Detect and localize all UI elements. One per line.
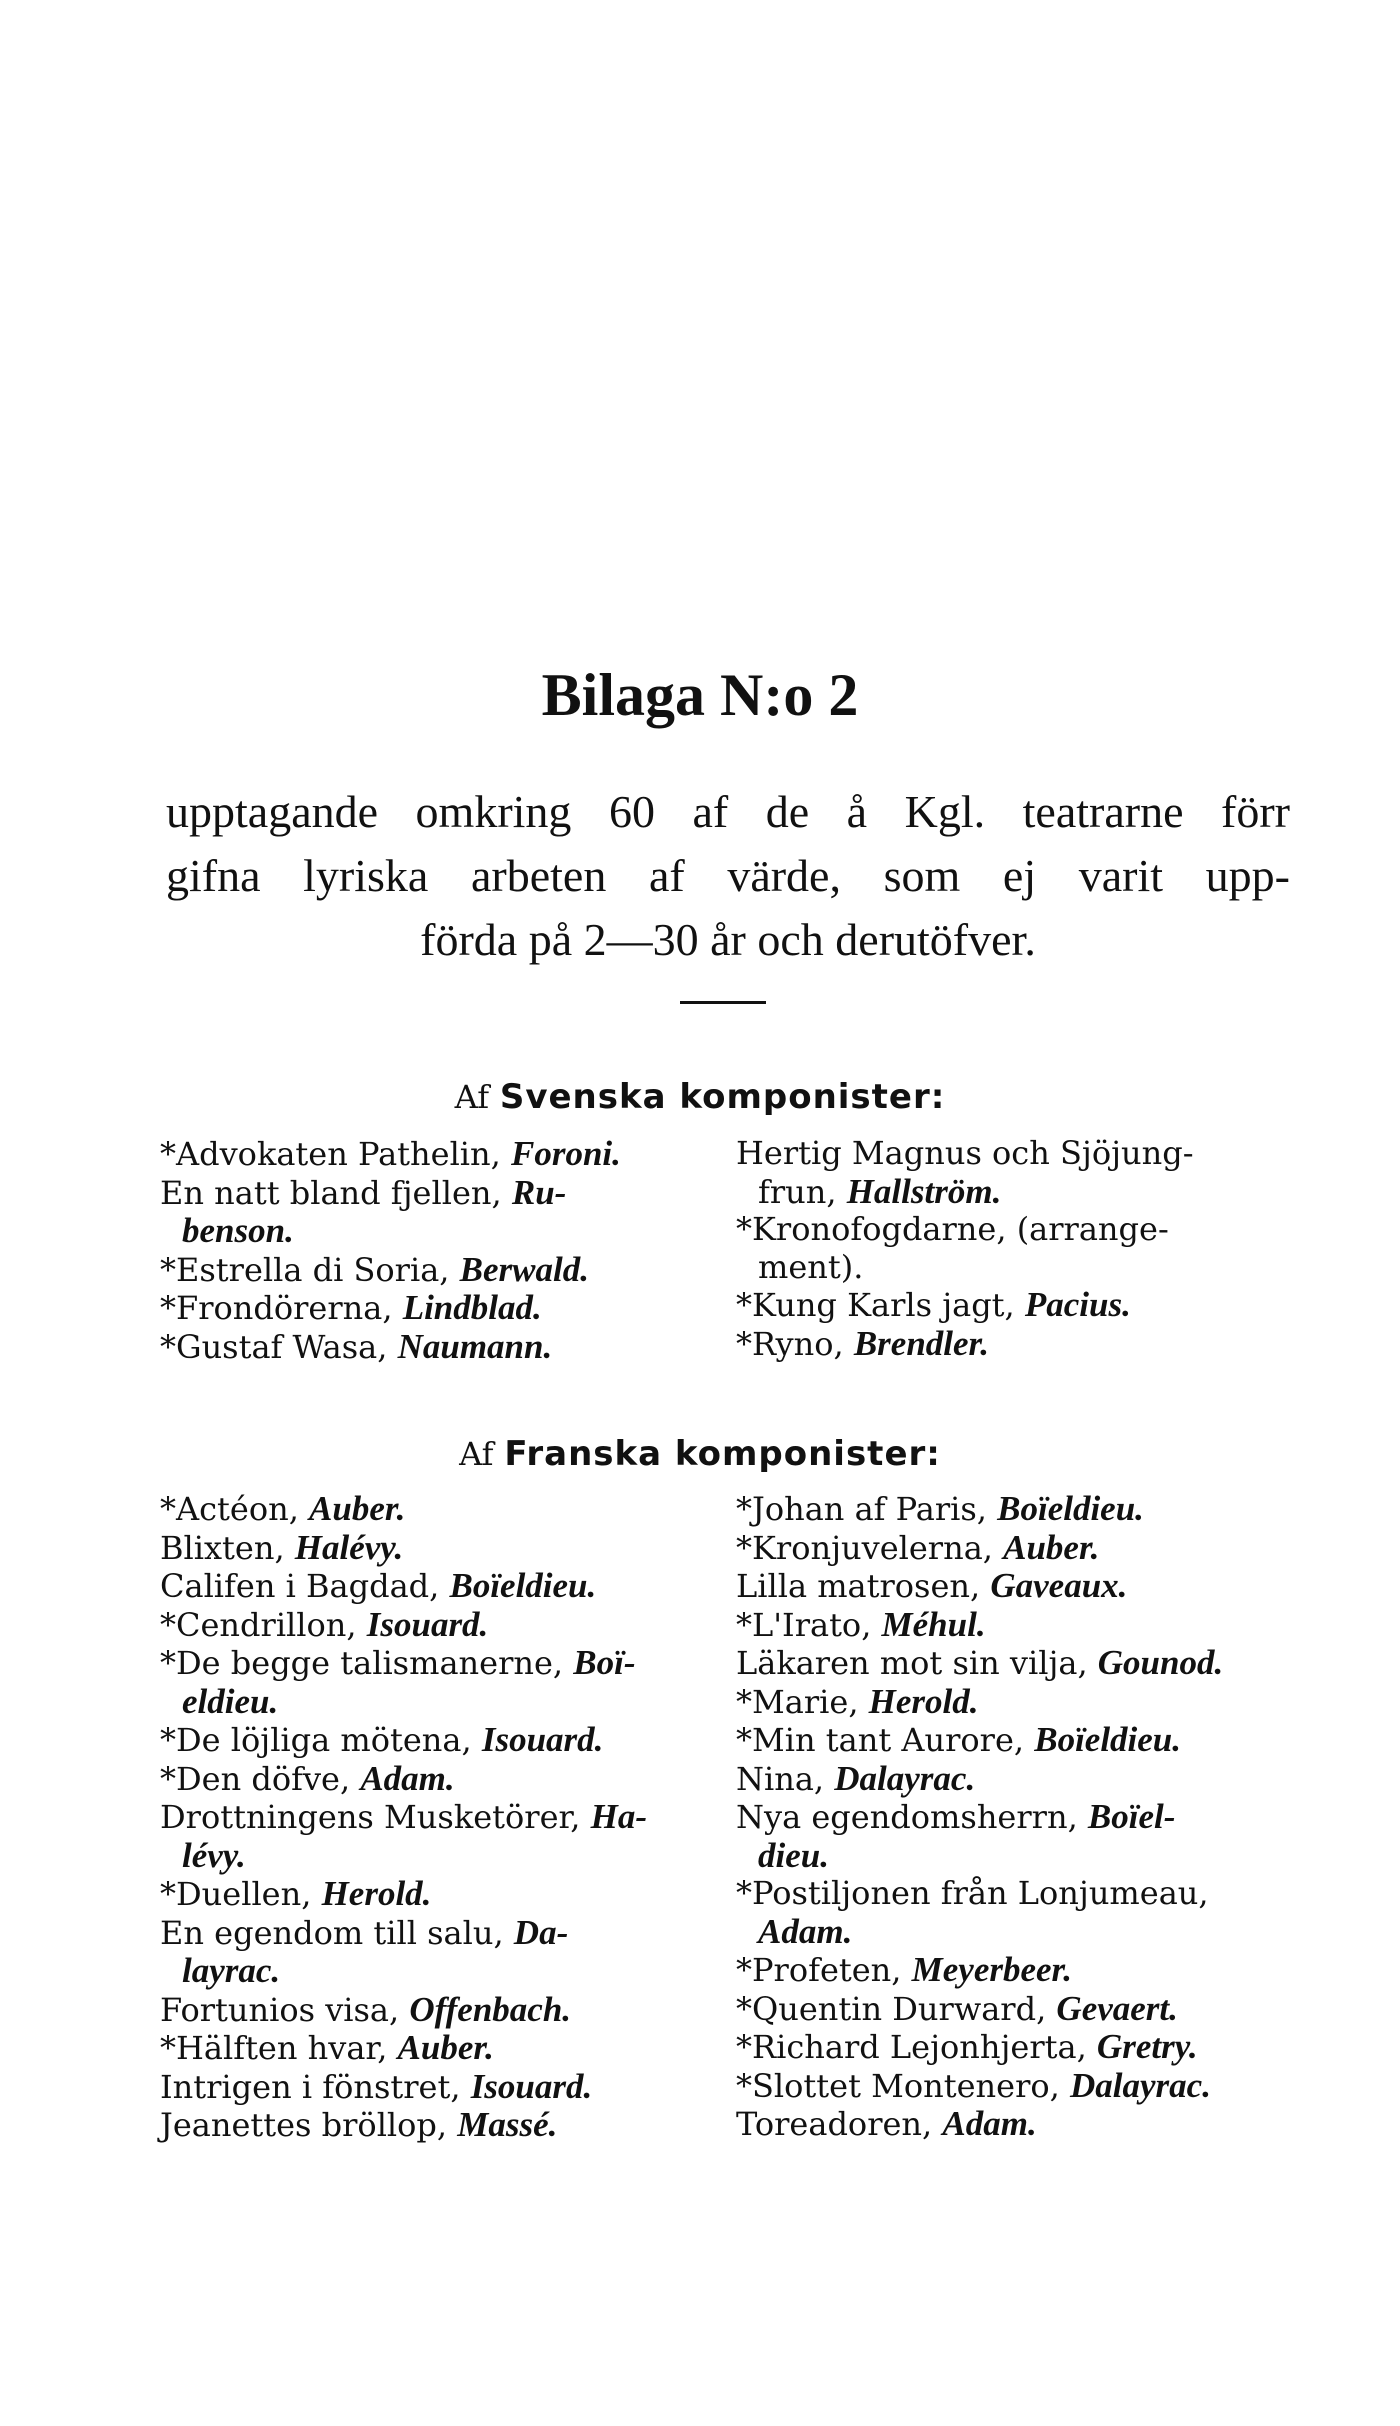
composer-name: Da-	[513, 1912, 569, 1952]
composer-name: Adam.	[942, 2104, 1037, 2143]
work-title: *Marie,	[736, 1682, 859, 1721]
work-title: *Gustaf Wasa,	[160, 1327, 388, 1366]
composer-name: Gounod.	[1097, 1643, 1224, 1682]
composer-name: Gevaert.	[1056, 1988, 1178, 2028]
work-title: *Postiljonen från Lonjumeau,	[736, 1874, 1209, 1912]
composer-name: Isouard.	[481, 1720, 604, 1759]
composer-name: Auber.	[1003, 1527, 1100, 1567]
work-title: *Duellen,	[160, 1875, 312, 1913]
french-right-column	[736, 1490, 1280, 2144]
work-title: *L'Irato,	[736, 1605, 872, 1644]
subtitle-line: upptagande omkring 60 af de å Kgl. teatrarne förr	[166, 786, 1290, 837]
list-item-continuation	[736, 1249, 1280, 1287]
work-title: *Hälften hvar,	[160, 2029, 388, 2067]
list-item	[160, 1875, 708, 1914]
list-item	[160, 1760, 708, 1799]
list-item	[736, 1644, 1280, 1683]
work-title: *Actéon,	[160, 1490, 299, 1528]
work-title: *Cendrillon,	[160, 1605, 357, 1644]
list-item	[736, 1875, 1280, 1913]
composer-name: Lindblad.	[402, 1288, 542, 1327]
list-item	[160, 1135, 708, 1174]
work-title: *Den döfve,	[160, 1759, 351, 1798]
work-title: Jeanettes bröllop,	[160, 2106, 448, 2144]
list-item	[160, 1251, 708, 1290]
work-title: Blixten,	[160, 1528, 285, 1567]
section-heading-swedish	[0, 1075, 1400, 1119]
list-item-continuation	[736, 1913, 1280, 1952]
swedish-left-column	[160, 1135, 708, 1366]
work-title: *Ryno,	[736, 1324, 844, 1363]
composer-name: Halévy.	[294, 1527, 404, 1567]
composer-name: Boï-	[573, 1643, 636, 1682]
list-item	[736, 1286, 1280, 1325]
work-title: Hertig Magnus och Sjöjung-	[736, 1134, 1194, 1172]
section-heading-french	[0, 1432, 1400, 1476]
composer-name: Méhul.	[881, 1604, 986, 1644]
composer-name: Isouard.	[366, 1604, 489, 1644]
composer-name: benson.	[182, 1211, 294, 1250]
composer-name: Boïeldieu.	[449, 1566, 597, 1605]
list-item	[736, 2067, 1280, 2106]
subtitle	[166, 780, 1290, 972]
composer-name: Auber.	[309, 1489, 406, 1528]
list-item	[160, 1606, 708, 1645]
work-title: *Min tant Aurore,	[736, 1721, 1025, 1759]
composer-name: Massé.	[457, 2105, 558, 2144]
list-item	[736, 1211, 1280, 1249]
composer-name: Adam.	[360, 1758, 455, 1798]
list-item	[736, 1951, 1280, 1990]
section-heading-label: Svenska komponister:	[499, 1077, 946, 1117]
list-item	[160, 1567, 708, 1606]
composer-name: Herold.	[321, 1874, 432, 1913]
french-left-column	[160, 1490, 708, 2145]
composer-name: Dalayrac.	[1070, 2065, 1211, 2105]
work-title: *Quentin Durward,	[736, 1989, 1047, 2028]
work-title: Toreadoren,	[736, 2105, 933, 2143]
list-item	[736, 1135, 1280, 1173]
list-item	[160, 1721, 708, 1760]
work-title: *Richard Lejonhjerta,	[736, 2028, 1087, 2066]
composer-name: layrac.	[182, 1951, 281, 1990]
work-title: frun,	[758, 1172, 837, 1211]
work-title: *Estrella di Soria,	[160, 1250, 450, 1289]
list-item	[736, 1760, 1280, 1799]
work-title: Läkaren mot sin vilja,	[736, 1644, 1088, 1682]
list-item	[736, 1683, 1280, 1722]
work-title: *De begge talismanerne,	[160, 1644, 564, 1682]
list-item	[160, 1328, 708, 1367]
list-item-continuation	[160, 1212, 708, 1251]
list-item	[160, 1798, 708, 1837]
list-item	[160, 1914, 708, 1953]
list-item	[160, 1529, 708, 1568]
composer-name: Ha-	[590, 1797, 648, 1836]
list-item	[736, 1325, 1280, 1364]
list-item	[160, 2068, 708, 2107]
list-item	[160, 2106, 708, 2145]
work-title: En natt bland fjellen,	[160, 1173, 502, 1212]
list-item-continuation	[736, 1173, 1280, 1212]
work-title: *Kung Karls jagt,	[736, 1286, 1015, 1324]
list-item	[160, 1991, 708, 2030]
work-title: *Slottet Montenero,	[736, 2066, 1060, 2105]
composer-name: Brendler.	[853, 1323, 989, 1363]
list-item-continuation	[160, 1952, 708, 1991]
list-item-continuation	[160, 1683, 708, 1722]
composer-name: Foroni.	[510, 1134, 621, 1173]
composer-name: Hallström.	[846, 1171, 1002, 1211]
composer-name: Offenbach.	[409, 1989, 572, 2029]
composer-name: Boïeldieu.	[997, 1489, 1144, 1528]
subtitle-line: förda på 2—30 år och derutöfver.	[420, 914, 1036, 965]
section-heading-prefix: Af	[454, 1078, 490, 1116]
list-item	[736, 1721, 1280, 1760]
composer-name: Boïeldieu.	[1034, 1720, 1182, 1759]
work-title: *Profeten,	[736, 1951, 902, 1989]
list-item	[160, 1174, 708, 1213]
work-title: Nina,	[736, 1759, 825, 1798]
work-title: En egendom till salu,	[160, 1913, 504, 1952]
composer-name: Boïel-	[1087, 1797, 1176, 1836]
list-item	[736, 1990, 1280, 2029]
swedish-right-column	[736, 1135, 1280, 1363]
work-title: *Kronofogdarne, (arrange-	[736, 1210, 1169, 1248]
work-title: *Frondörerna,	[160, 1289, 393, 1327]
page-title: Bilaga N:o 2	[541, 662, 859, 728]
composer-name: lévy.	[182, 1835, 246, 1875]
work-title: *Johan af Paris,	[736, 1490, 987, 1528]
composer-name: Ru-	[511, 1172, 567, 1212]
composer-name: Meyerbeer.	[911, 1950, 1072, 1989]
composer-name: Herold.	[868, 1681, 979, 1721]
subtitle-line: gifna lyriska arbeten af värde, som ej varit upp-	[166, 850, 1290, 901]
list-item	[736, 1606, 1280, 1645]
composer-name: Dalayrac.	[834, 1758, 976, 1798]
work-title: *Advokaten Pathelin,	[160, 1135, 501, 1173]
composer-name: Isouard.	[470, 2066, 593, 2106]
work-title: *De löjliga mötena,	[160, 1721, 472, 1759]
list-item	[160, 1644, 708, 1683]
work-title: *Kronjuvelerna,	[736, 1528, 993, 1567]
list-item	[160, 2029, 708, 2068]
list-item-continuation	[160, 1837, 708, 1876]
list-item-continuation	[736, 1837, 1280, 1876]
work-title: Fortunios visa,	[160, 1990, 400, 2029]
work-title: Califen i Bagdad,	[160, 1567, 440, 1605]
composer-name: Adam.	[758, 1911, 853, 1951]
list-item	[736, 1567, 1280, 1606]
composer-name: Pacius.	[1024, 1285, 1131, 1324]
composer-name: Auber.	[397, 2028, 494, 2067]
divider-rule	[680, 1001, 766, 1004]
list-item	[736, 1490, 1280, 1529]
list-item	[736, 1529, 1280, 1568]
list-item	[736, 2028, 1280, 2067]
composer-name: eldieu.	[182, 1681, 279, 1721]
work-title: Intrigen i fönstret,	[160, 2067, 461, 2106]
work-title: Lilla matrosen,	[736, 1567, 981, 1605]
composer-name: Berwald.	[459, 1249, 589, 1289]
composer-name: Gaveaux.	[990, 1566, 1128, 1605]
composer-name: dieu.	[758, 1835, 829, 1875]
section-heading-prefix: Af	[459, 1435, 494, 1473]
work-title: Nya egendomsherrn,	[736, 1798, 1078, 1836]
list-item	[736, 2105, 1280, 2144]
composer-name: Gretry.	[1096, 2027, 1198, 2066]
composer-name: Naumann.	[397, 1326, 553, 1366]
list-item	[160, 1289, 708, 1328]
list-item	[736, 1798, 1280, 1837]
section-heading-label: Franska komponister:	[504, 1434, 941, 1474]
work-title: ment).	[758, 1247, 864, 1286]
list-item	[160, 1490, 708, 1529]
work-title: Drottningens Musketörer,	[160, 1798, 581, 1836]
